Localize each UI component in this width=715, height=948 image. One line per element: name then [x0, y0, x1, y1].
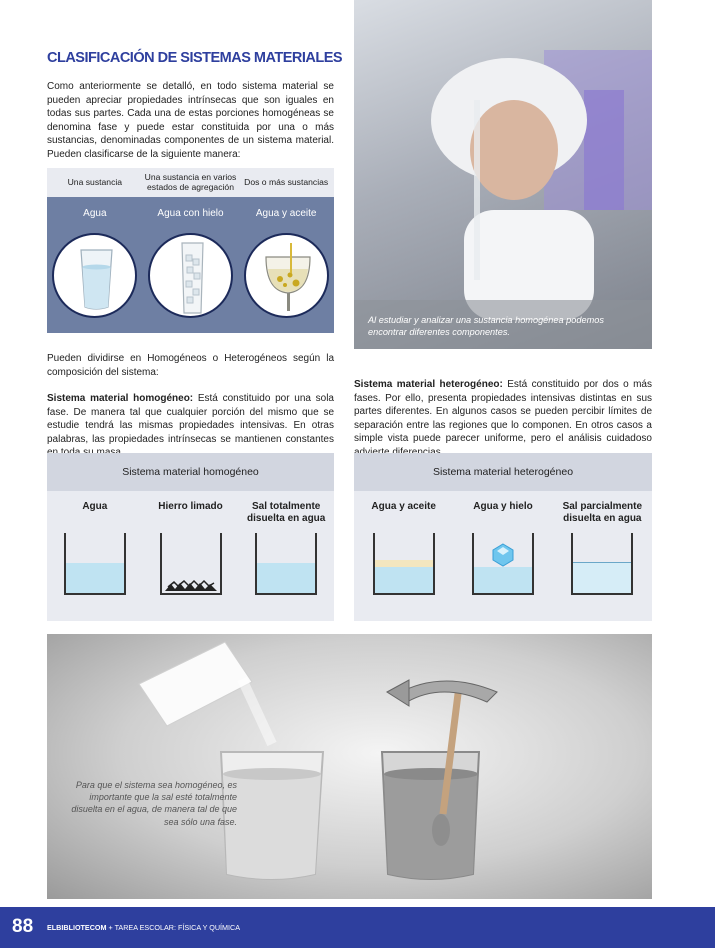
header-two-substances: Dos o más sustancias [244, 176, 329, 187]
beaker-icon [64, 533, 126, 595]
classification-column-ice [143, 197, 239, 318]
item-label: Hierro limado [158, 501, 223, 512]
intro-paragraph: Como anteriormente se detalló, en todo sistema material se pueden apreciar propiedades intrínsecas que son iguales en todas sus partes. Cada una de estas porciones homogéneas se denomina fase y puede estar constituida por una o más sustancias, denominadas componentes de un sistema material. Pueden clasificarse de la siguiente manera: [47, 81, 334, 160]
panel-title: Sistema material homogéneo [47, 453, 334, 491]
example-label: Agua y aceite [255, 208, 317, 219]
beaker-icon [255, 533, 317, 595]
homo-item-water [47, 491, 143, 595]
homo-item-iron [143, 491, 239, 595]
page-footer [0, 907, 715, 948]
ice-glass-image [148, 233, 233, 318]
water-glass-image [52, 233, 137, 318]
photo-caption: Al estudiar y analizar una sustancia homogénea podemos encontrar diferentes componentes. [368, 315, 604, 337]
page-title: CLASIFICACIÓN DE SISTEMAS MATERIALES [47, 50, 343, 66]
footer-separator: + [108, 923, 113, 932]
photo-caption: Para que el sistema sea homogéneo, es importante que la sal esté totalmente disuelta en el agua, de manera tal de que sea sólo una fase. [71, 780, 237, 827]
footer-section: TAREA ESCOLAR: FÍSICA Y QUÍMICA [114, 923, 240, 932]
child-scientist-photo [354, 0, 652, 349]
beaker-icon [160, 533, 222, 595]
salt-dissolving-photo [47, 634, 652, 899]
item-label: Agua y aceite [371, 501, 436, 512]
classification-table [47, 168, 334, 333]
header-several-states: Una sustancia en varios estados de agregación [144, 172, 237, 192]
footer-text [47, 923, 240, 932]
classification-column-water [47, 197, 143, 318]
hetero-item-oil [354, 491, 453, 595]
hetero-item-salt-partial [553, 491, 652, 595]
heterogeneous-term: Sistema material heterogéneo: [354, 379, 503, 390]
homogeneous-panel [47, 453, 334, 621]
homogeneous-term: Sistema material homogéneo: [47, 393, 194, 404]
classification-header [47, 168, 334, 197]
panel-title: Sistema material heterogéneo [354, 453, 652, 491]
example-label: Agua [83, 208, 107, 219]
hetero-item-ice [453, 491, 552, 595]
classification-column-oil [238, 197, 334, 318]
homogeneous-definition [47, 392, 334, 460]
footer-brand: ELBIBLIOTECOM [47, 923, 107, 932]
example-label: Agua con hielo [157, 208, 224, 219]
page-number: 88 [12, 916, 34, 937]
heterogeneous-panel [354, 453, 652, 621]
oil-glass-image [244, 233, 329, 318]
beaker-icon [571, 533, 633, 595]
item-label: Sal parcialmente disuelta en agua [562, 501, 643, 524]
homo-item-salt-dissolved [238, 491, 334, 595]
item-label: Sal totalmente disuelta en agua [247, 501, 326, 524]
beaker-icon [373, 533, 435, 595]
header-one-substance: Una sustancia [67, 176, 123, 187]
homogeneous-text: Está constituido por una sola fase. De manera tal que cualquier porción del mismo que se estudie tendrá las mismas propiedades intensivas. En otras palabras, las propiedades intrínsecas se mantienen constantes [47, 393, 334, 445]
division-paragraph: Pueden dividirse en Homogéneos o Heterogéneos según la composición del sistema: [47, 353, 334, 378]
heterogeneous-definition [354, 378, 652, 460]
item-label: Agua y hielo [473, 501, 533, 512]
beaker-icon [472, 533, 534, 595]
item-label: Agua [82, 501, 108, 512]
heterogeneous-text: Está constituido por dos o más fases. Por ello, presenta propiedades intensivas distintas en sus partes diferentes. En algunos casos se pueden percibir límites de separación entre las regiones que lo componen. En otros casos a simple vista puede parecer uniforme, pero el análisis cuidadoso [354, 379, 652, 445]
